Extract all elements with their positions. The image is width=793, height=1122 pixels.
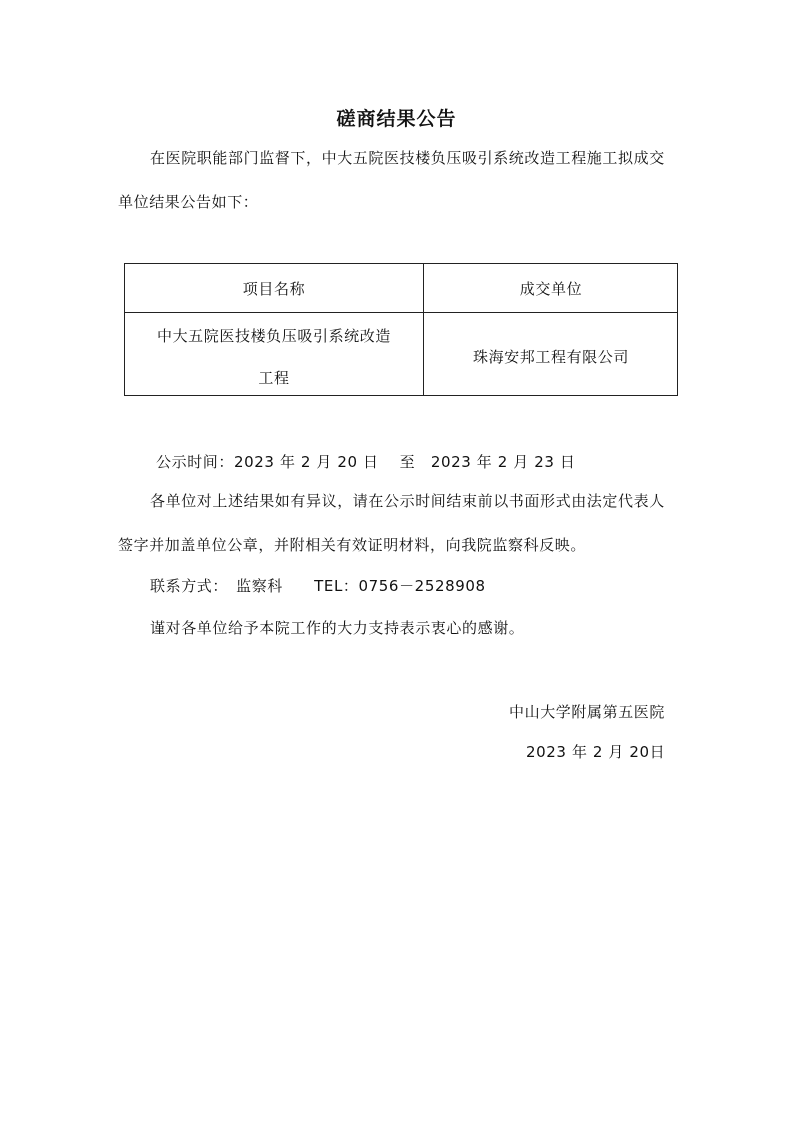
table-cell-project-line-1: 中大五院医技楼负压吸引系统改造 [156, 327, 391, 345]
table-header-project-name: 项目名称 [242, 280, 306, 298]
objection-paragraph-line-1: 各单位对上述结果如有异议，请在公示时间结束前以书面形式由法定代表人 [150, 492, 665, 510]
signature-organization: 中山大学附属第五医院 [509, 703, 666, 721]
document-title: 磋商结果公告 [336, 108, 457, 130]
objection-paragraph-line-2: 签字并加盖单位公章，并附相关有效证明材料，向我院监察科反映。 [118, 536, 587, 554]
intro-paragraph-line-1: 在医院职能部门监督下，中大五院医技楼负压吸引系统改造工程施工拟成交 [150, 149, 665, 167]
publicity-period: 公示时间：2023 年 2 月 20 日 至 2023 年 2 月 23 日 [156, 453, 576, 471]
result-table [124, 263, 678, 396]
intro-paragraph-line-2: 单位结果公告如下： [118, 193, 259, 211]
table-cell-project-line-2: 工程 [258, 369, 290, 387]
signature-date: 2023 年 2 月 20日 [526, 743, 666, 761]
table-header-winner: 成交单位 [519, 280, 583, 298]
table-header-divider [125, 312, 677, 313]
table-cell-winner: 珠海安邦工程有限公司 [472, 348, 629, 366]
thanks-statement: 谨对各单位给予本院工作的大力支持表示衷心的感谢。 [150, 619, 525, 637]
contact-info: 联系方式： 监察科 TEL：0756－2528908 [150, 577, 486, 595]
